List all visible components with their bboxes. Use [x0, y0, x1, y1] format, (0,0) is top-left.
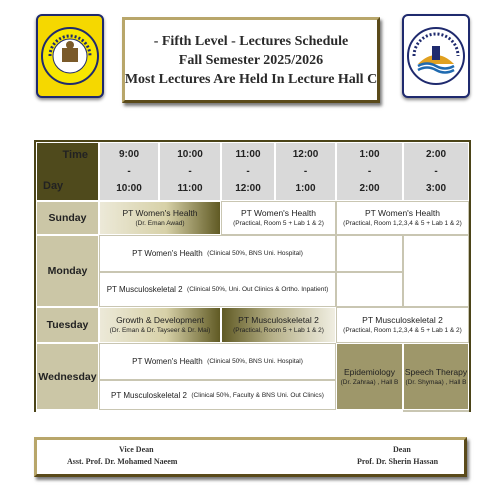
- session-name: PT Musculoskeletal 2: [362, 315, 443, 325]
- title-box: [122, 17, 380, 103]
- session-cell: [221, 201, 336, 235]
- hall-note: Most Lectures Are Held In Lecture Hall C: [124, 71, 378, 87]
- time-from: 11:00: [235, 149, 261, 160]
- day-tuesday: Tuesday: [36, 307, 99, 343]
- time-to: 10:00: [116, 183, 142, 194]
- time-slot: [99, 142, 159, 201]
- session-cell: [99, 343, 336, 380]
- session-name: PT Musculoskeletal 2: [238, 315, 319, 325]
- session-detail: (Dr. Shymaa) , Hall B: [405, 378, 467, 386]
- time-from: 1:00: [359, 149, 380, 160]
- empty-cell: [403, 235, 469, 307]
- session-detail: (Practical, Room 1,2,3,4 & 5 + Lab 1 & 2): [343, 220, 462, 227]
- session-detail: (Practical, Room 5 + Lab 1 & 2): [233, 327, 324, 334]
- schedule-table: [34, 140, 471, 412]
- day-header: Day: [43, 180, 64, 192]
- university-emblem-icon: [404, 16, 468, 96]
- dean-title: Dean: [393, 445, 411, 454]
- time-slot: [336, 142, 403, 201]
- session-detail: (Clinical 50%, Uni. Out Clinics & Ortho. Inpatient): [187, 286, 329, 293]
- session-cell: [159, 410, 403, 412]
- session-name: Speech Therapy: [404, 366, 468, 377]
- time-from: 2:00: [425, 149, 446, 160]
- session-name: PT Musculoskeletal 2: [106, 285, 183, 294]
- session-name: Epidemiology: [343, 366, 396, 377]
- dean-name: Prof. Dr. Sherin Hassan: [357, 457, 439, 466]
- session-name: Growth & Development: [116, 315, 204, 325]
- time-header: Time: [62, 149, 88, 161]
- session-detail: (Clinical 50%, BNS Uni. Hospital): [207, 358, 303, 365]
- session-detail: (Clinical 50%, BNS Uni. Hospital): [207, 250, 303, 257]
- session-cell: [336, 201, 469, 235]
- time-sep: -: [367, 166, 372, 177]
- time-to: 3:00: [425, 183, 446, 194]
- schedule-title: - Fifth Level - Lectures Schedule: [153, 33, 349, 49]
- session-name: PT Women's Health: [132, 357, 203, 366]
- time-to: 12:00: [235, 183, 261, 194]
- session-name: [99, 410, 158, 412]
- time-sep: -: [188, 166, 192, 177]
- vice-dean-name: Asst. Prof. Dr. Mohamed Naeem: [67, 457, 178, 466]
- day-wednesday: Wednesday: [36, 343, 99, 410]
- time-from: 10:00: [177, 149, 203, 160]
- session-cell: [403, 343, 469, 410]
- session-cell: [99, 307, 221, 343]
- empty-cell: [336, 272, 403, 307]
- day-thursday: [36, 410, 99, 412]
- university-logo: [402, 14, 470, 98]
- session-name: PT Musculoskeletal 2: [111, 390, 187, 400]
- time-sep: -: [434, 166, 438, 177]
- session-cell: [99, 410, 159, 412]
- session-name: PT Women's Health: [132, 249, 203, 258]
- time-slot: [221, 142, 275, 201]
- time-sep: -: [303, 166, 308, 177]
- session-name: PT Women's Health: [240, 208, 316, 218]
- session-detail: (Practical, Room 5 + Lab 1 & 2): [233, 220, 324, 227]
- session-cell: [99, 272, 336, 307]
- time-sep: -: [127, 166, 131, 177]
- session-detail: (Dr. Eman Awad): [135, 220, 185, 227]
- time-to: 11:00: [177, 183, 203, 194]
- day-sunday: Sunday: [36, 201, 99, 235]
- corner-header: [36, 142, 99, 201]
- empty-cell: [336, 235, 403, 272]
- vice-dean-title: Vice Dean: [119, 445, 154, 454]
- session-detail: (Clinical 50%, Faculty & BNS Uni. Out Clinics): [191, 391, 324, 399]
- faculty-emblem-icon: [38, 16, 102, 96]
- time-from: 9:00: [118, 149, 139, 160]
- session-cell: [99, 235, 336, 272]
- semester-label: Fall Semester 2025/2026: [178, 52, 324, 68]
- time-to: 1:00: [295, 183, 316, 194]
- session-name: PT Women's Health: [122, 208, 198, 218]
- session-name: PT Women's Health: [364, 208, 440, 218]
- session-detail: (Dr. Zahraa) , Hall B: [340, 378, 399, 386]
- session-detail: (Practical, Room 1,2,3,4 & 5 + Lab 1 & 2): [343, 327, 462, 334]
- time-to: 2:00: [359, 183, 380, 194]
- time-sep: -: [246, 166, 250, 177]
- time-slot: [403, 142, 469, 201]
- day-monday: Monday: [36, 235, 99, 307]
- session-detail: (Dr. Eman & Dr. Tayseer & Dr. Mai): [109, 327, 211, 334]
- session-cell: [336, 307, 469, 343]
- time-slot: [159, 142, 221, 201]
- session-name: [241, 410, 322, 412]
- session-name: [405, 410, 467, 412]
- time-slot: [275, 142, 336, 201]
- session-cell: [99, 201, 221, 235]
- session-cell: [99, 380, 336, 410]
- session-cell: [403, 410, 469, 412]
- session-cell: [336, 343, 403, 410]
- signature-box: [34, 437, 467, 477]
- session-cell: [221, 307, 336, 343]
- faculty-logo: [36, 14, 104, 98]
- time-from: 12:00: [292, 149, 319, 160]
